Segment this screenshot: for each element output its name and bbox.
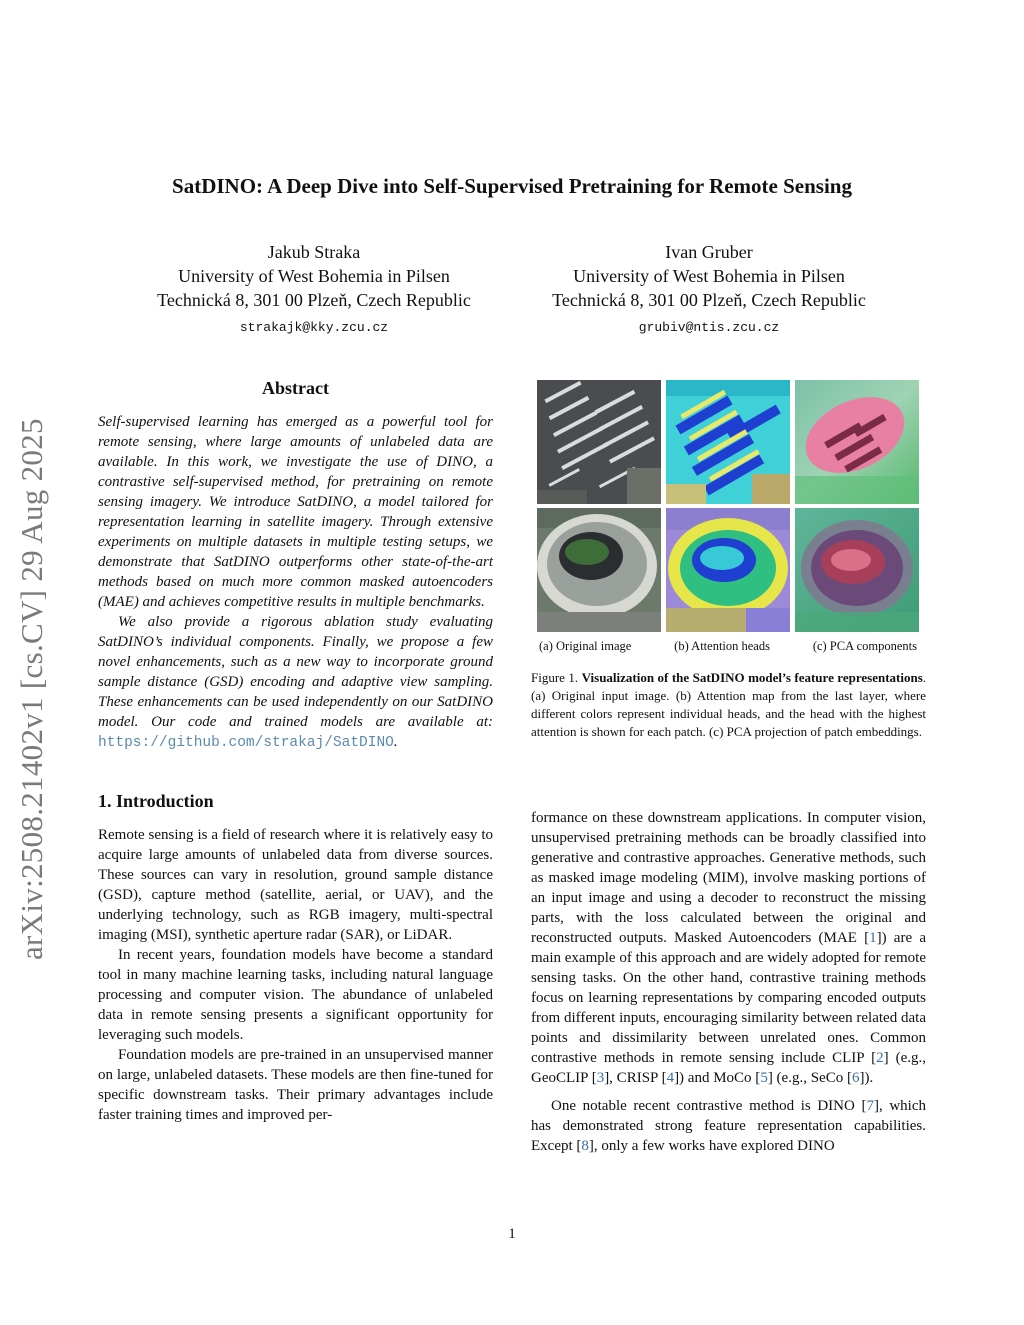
text-run: formance on these downstream applications. In computer vision, unsupervised pretraining methods can be broadly classified into generative and contrastive approaches. Generative methods, such as masked image modeling (MIM), involve masking portions of an input image and using a decoder to reconstruct the missing parts, with the loss calculated between the original and reconstructed outputs. Masked Autoencoders (MAE [ bbox=[531, 810, 926, 946]
citation-link[interactable]: 2 bbox=[876, 1050, 884, 1066]
original-image-stadium bbox=[537, 508, 661, 632]
citation-link[interactable]: 1 bbox=[869, 930, 877, 946]
subfigure-label-c: (c) PCA components bbox=[812, 639, 917, 653]
citation-link[interactable]: 7 bbox=[866, 1098, 874, 1114]
text-run: ]) and MoCo [ bbox=[674, 1070, 761, 1086]
subfigure-label-b: (b) Attention heads bbox=[674, 639, 770, 653]
intro-paragraph-2: In recent years, foundation models have become a standard tool in many machine learning tasks, including natural language processing and computer vision. The abundance of unlabeled data in remote sensing presents a significant opportunity for leveraging such models. bbox=[98, 947, 493, 1043]
citation-link[interactable]: 6 bbox=[851, 1070, 860, 1086]
author-block-1 bbox=[104, 240, 524, 340]
right-column bbox=[531, 808, 926, 1156]
abstract bbox=[98, 378, 493, 753]
page-number: 1 bbox=[508, 1226, 516, 1242]
intro-paragraph-3: Foundation models are pre-trained in an unsupervised manner on large, unlabeled datasets. These models are then fine-tuned for specific downstream tasks. Their primary advantages include faster training times and improved per- bbox=[98, 1047, 493, 1123]
subfigure-labels bbox=[537, 639, 919, 654]
caption-rest: . (a) Original input image. (b) Attention map from the last layer, where different colors represent individual heads, and the head with the highest attention is shown for each patch. (c) PCA projection of patch embeddings. bbox=[531, 670, 927, 739]
text-run: ], only a few works have explored DINO bbox=[588, 1138, 835, 1154]
figure-1 bbox=[537, 380, 919, 654]
author-address: Technická 8, 301 00 Plzeň, Czech Republic bbox=[157, 290, 471, 310]
author-affiliation: University of West Bohemia in Pilsen bbox=[573, 266, 845, 286]
abstract-paragraph-1: Self-supervised learning has emerged as a powerful tool for remote sensing, where large amounts of unlabeled data are available. In this work, we investigate the use of DINO, a contrastive self-supervised method, for pretraining on remote sensing imagery. We introduce SatDINO, a model tailored for representation learning in satellite imagery. Through extensive experiments on multiple datasets in multiple testing setups, we demonstrate that SatDINO outperforms other state-of-the-art methods based on much more common masked autoencoders (MAE) and achieves competitive results in multiple benchmarks. bbox=[98, 414, 493, 610]
paper-title: SatDINO: A Deep Dive into Self-Supervised Pretraining for Remote Sensing bbox=[172, 174, 852, 198]
introduction-body bbox=[98, 825, 493, 1125]
author-email[interactable]: grubiv@ntis.zcu.cz bbox=[638, 320, 780, 335]
pca-map-harbor bbox=[795, 380, 919, 504]
citation-link[interactable]: 8 bbox=[581, 1138, 589, 1154]
abstract-paragraph-2-text: We also provide a rigorous ablation study evaluating SatDINO’s individual components. Finally, we propose a few novel enhancements, such as a new way to incorporate ground sample distance (GSD) encoding and adaptive view sampling. These enhancements can be used independently on our SatDINO model. Our code and trained models are available at: bbox=[98, 614, 493, 730]
text-run: ], CRISP [ bbox=[604, 1070, 667, 1086]
figure-1-caption bbox=[531, 669, 926, 741]
text-run: ]) are a main example of this approach and are widely adopted for remote sensing tasks. On the other hand, contrastive training methods focus on learning representations by comparing encoded outputs from different inputs, encouraging similarity between related data points and dissimilarity between unrelated ones. Common contrastive methods in remote sensing include CLIP [ bbox=[531, 930, 926, 1066]
abstract-paragraph-2 bbox=[98, 612, 493, 753]
right-paragraph-2 bbox=[531, 1096, 926, 1156]
text-run: One notable recent contrastive method is DINO [ bbox=[551, 1098, 867, 1114]
abstract-end: . bbox=[393, 734, 398, 750]
caption-bold: Visualization of the SatDINO model’s feature representations bbox=[581, 670, 923, 685]
caption-label: Figure 1. bbox=[531, 670, 579, 685]
author-address: Technická 8, 301 00 Plzeň, Czech Republic bbox=[552, 290, 866, 310]
author-name: Jakub Straka bbox=[267, 242, 361, 262]
citation-link[interactable]: 5 bbox=[760, 1070, 768, 1086]
text-run: ], which has demonstrated strong feature representation capabilities. Except [ bbox=[531, 1098, 926, 1154]
attention-map-stadium bbox=[666, 508, 790, 632]
author-block-2 bbox=[499, 240, 919, 340]
citation-link[interactable]: 3 bbox=[596, 1070, 605, 1086]
pca-map-stadium bbox=[795, 508, 919, 632]
citation-link[interactable]: 4 bbox=[666, 1070, 675, 1086]
attention-map-harbor bbox=[666, 380, 790, 504]
original-image-harbor bbox=[537, 380, 661, 504]
author-affiliation: University of West Bohemia in Pilsen bbox=[178, 266, 450, 286]
right-paragraph-1 bbox=[531, 808, 926, 1088]
text-run: ] (e.g., GeoCLIP [ bbox=[531, 1050, 926, 1086]
subfigure-label-a: (a) Original image bbox=[539, 639, 632, 653]
arxiv-identifier: arXiv:2508.21402v1 [cs.CV] 29 Aug 2025 bbox=[14, 418, 49, 960]
abstract-heading: Abstract bbox=[262, 378, 329, 398]
left-column bbox=[98, 378, 493, 1125]
intro-paragraph-1: Remote sensing is a field of research where it is relatively easy to acquire large amounts of unlabeled data from diverse sources. These sources can vary in resolution, ground sample distance (GSD), capture method (satellite, aerial, or UAV), and the underlying technology, such as RGB imagery, multi-spectral imaging (MSI), synthetic aperture radar (SAR), or LiDAR. bbox=[98, 827, 493, 943]
text-run: ]). bbox=[859, 1070, 874, 1086]
code-link[interactable]: https://github.com/strakaj/SatDINO bbox=[98, 735, 394, 751]
section-heading-introduction: 1. Introduction bbox=[98, 791, 214, 811]
text-run: ] (e.g., SeCo [ bbox=[767, 1070, 852, 1086]
author-email[interactable]: strakajk@kky.zcu.cz bbox=[239, 320, 389, 335]
figure-image-grid bbox=[537, 380, 919, 632]
author-name: Ivan Gruber bbox=[665, 242, 753, 262]
